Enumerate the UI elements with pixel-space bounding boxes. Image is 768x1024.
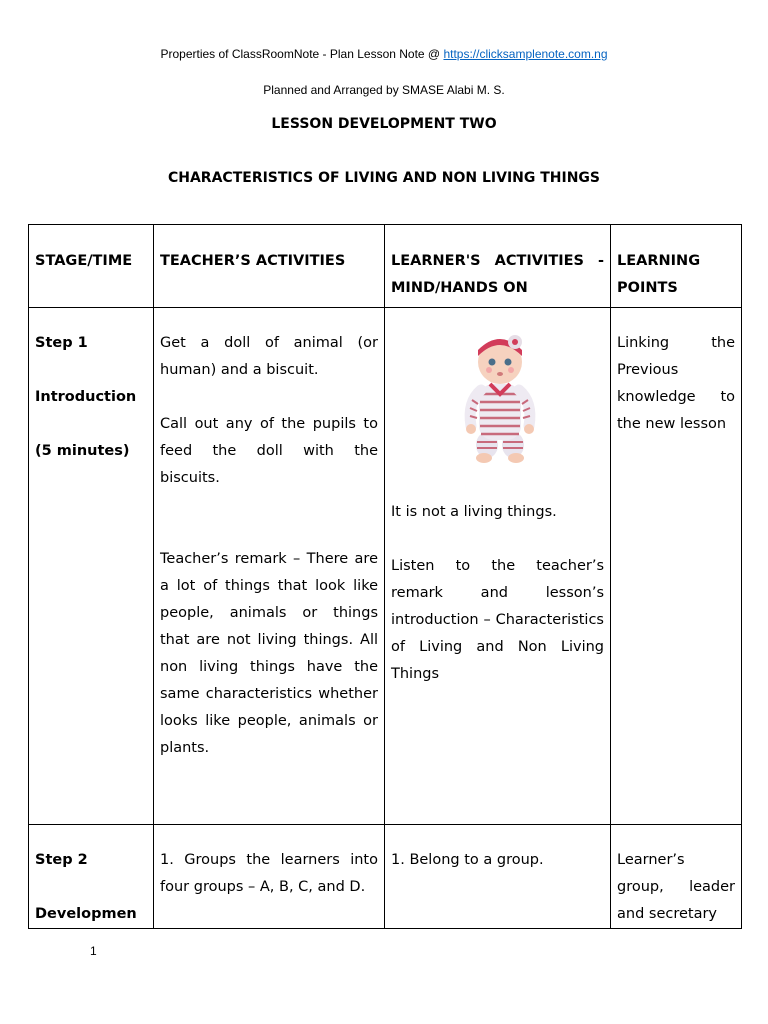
step-label: Step 1 [35, 335, 88, 351]
stage-name: Developmen [35, 906, 137, 922]
teacher-remark: Teacher’s remark – There are a lot of things that look like people, animals or things that are not living things. All non living things have the same characteristics whether looks like people, animals or plants. [160, 551, 378, 756]
lesson-title: LESSON DEVELOPMENT TWO [271, 116, 497, 132]
step-label: Step 2 [35, 852, 88, 868]
page-number: 1 [90, 944, 97, 958]
stage-name: Introduction [35, 389, 137, 405]
doll-illustration [391, 330, 605, 468]
doll-image [391, 330, 604, 472]
points-cell-step-1: Linking the Previous knowledge to the new lesson [611, 308, 742, 825]
learner-activity: It is not a living things. [391, 504, 557, 520]
teacher-cell-step-2: 1. Groups the learners into four groups – A, B, C, and D. [154, 825, 385, 929]
header-properties-text: Properties of ClassRoomNote - Plan Lesson Note @ [160, 47, 444, 61]
teacher-activity: Call out any of the pupils to feed the doll with the biscuits. [160, 416, 378, 486]
header-stage-time: STAGE/TIME [29, 225, 154, 308]
stage-duration: (5 minutes) [35, 443, 130, 459]
learner-cell-step-1 [385, 308, 611, 825]
learner-activity: Listen to the teacher’s remark and lesson’s introduction – Characteristics of Living and Non Living Things [391, 558, 604, 682]
header-learner-activities: LEARNER'S ACTIVITIES - MIND/HANDS ON [385, 225, 611, 308]
stage-cell-step-1 [29, 308, 154, 825]
lesson-table [28, 224, 742, 929]
teacher-cell-step-1 [154, 308, 385, 825]
header-line-1 [0, 47, 768, 61]
header-teacher-activities: TEACHER’S ACTIVITIES [154, 225, 385, 308]
table-row [29, 825, 742, 929]
topic-title: CHARACTERISTICS OF LIVING AND NON LIVING THINGS [167, 170, 601, 186]
header-link[interactable]: https://clicksamplenote.com.ng [443, 47, 608, 61]
header-learning-points: LEARNING POINTS [611, 225, 742, 308]
teacher-activity: Get a doll of animal (or human) and a biscuit. [160, 335, 378, 378]
learner-cell-step-2: 1. Belong to a group. [385, 825, 611, 929]
points-cell-step-2: Learner’s group, leader and secretary [611, 825, 742, 929]
table-header-row [29, 225, 742, 308]
stage-cell-step-2 [29, 825, 154, 929]
header-line-2: Planned and Arranged by SMASE Alabi M. S. [263, 83, 505, 97]
table-row [29, 308, 742, 825]
